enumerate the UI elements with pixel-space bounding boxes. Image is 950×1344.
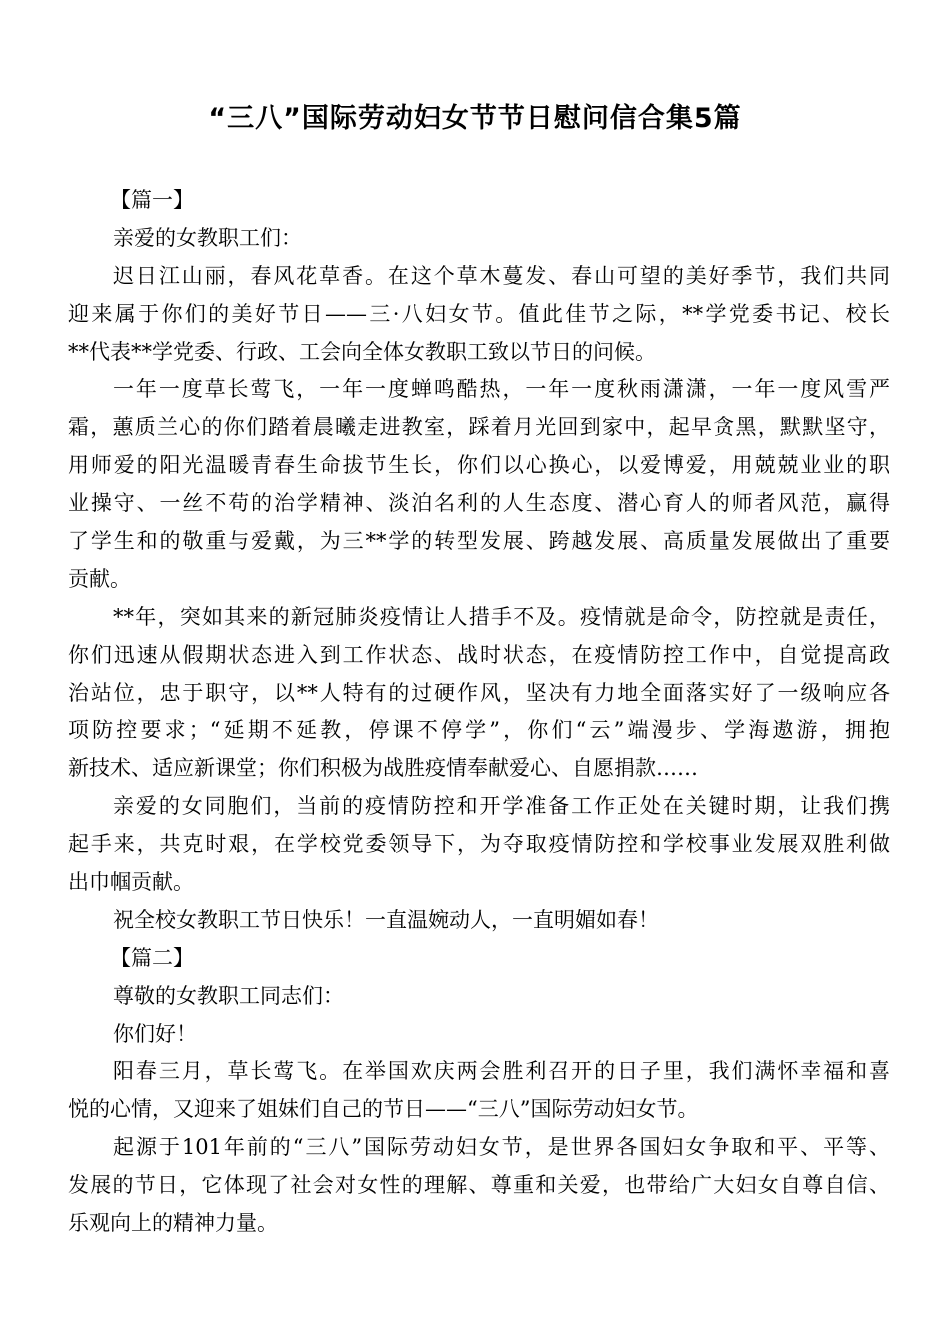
text-line: 尊敬的女教职工同志们： [113,983,344,1008]
text-line: 用师爱的阳光温暖青春生命拔节生长，你们以心换心，以爱博爱，用兢兢业业的职 [68,453,890,478]
text-line: 发展的节日，它体现了社会对女性的理解、尊重和关爱，也带给广大妇女自尊自信、 [68,1173,890,1198]
text-line: 项防控要求；“延期不延教，停课不停学”，你们“云”端漫步、学海遨游，拥抱 [68,718,890,743]
text-line: 业操守、一丝不苟的治学精神、淡泊名利的人生态度、潜心育人的师者风范，赢得 [68,491,890,516]
text-line: 乐观向上的精神力量。 [68,1211,278,1236]
text-line: **年，突如其来的新冠肺炎疫情让人措手不及。疫情就是命令，防控就是责任， [113,604,890,629]
section-heading: 【篇二】 [110,945,194,970]
text-line: 霜，蕙质兰心的你们踏着晨曦走进教室，踩着月光回到家中，起早贪黑，默默坚守， [68,415,890,440]
text-line: 出巾帼贡献。 [68,870,194,895]
text-line: 起手来，共克时艰，在学校党委领导下，为夺取疫情防控和学校事业发展双胜利做 [68,832,890,857]
text-line: 治站位，忠于职守，以**人特有的过硬作风，坚决有力地全面落实好了一级响应各 [68,680,890,705]
text-line: 起源于101年前的“三八”国际劳动妇女节，是世界各国妇女争取和平、平等、 [113,1135,890,1160]
document-title: “三八”国际劳动妇女节节日慰问信合集5篇 [208,103,742,134]
text-line: 新技术、适应新课堂；你们积极为战胜疫情奉献爱心、自愿捐款…… [68,756,698,781]
text-line: 阳春三月，草长莺飞。在举国欢庆两会胜利召开的日子里，我们满怀幸福和喜 [113,1059,890,1084]
text-line: 了学生和的敬重与爱戴，为三**学的转型发展、跨越发展、高质量发展做出了重要 [68,529,890,554]
text-line: 你们迅速从假期状态进入到工作状态、战时状态，在疫情防控工作中，自觉提高政 [68,642,890,667]
document-body [68,182,890,1243]
text-line: **代表**学党委、行政、工会向全体女教职工致以节日的问候。 [68,339,656,364]
text-line: 一年一度草长莺飞，一年一度蝉鸣酷热，一年一度秋雨潇潇，一年一度风雪严 [113,377,890,402]
text-line: 迟日江山丽，春风花草香。在这个草木蔓发、春山可望的美好季节，我们共同 [113,263,890,288]
text-line: 悦的心情，又迎来了姐妹们自己的节日——“三八”国际劳动妇女节。 [68,1097,699,1122]
text-line: 迎来属于你们的美好节日——三·八妇女节。值此佳节之际，**学党委书记、校长 [68,301,890,326]
text-line: 贡献。 [68,566,131,591]
section-heading: 【篇一】 [110,188,194,212]
text-line: 亲爱的女同胞们，当前的疫情防控和开学准备工作正处在关键时期，让我们携 [113,794,890,819]
text-line: 你们好！ [113,1021,197,1046]
text-line: 祝全校女教职工节日快乐！一直温婉动人，一直明媚如春！ [113,907,659,932]
text-line: 亲爱的女教职工们： [113,225,302,250]
